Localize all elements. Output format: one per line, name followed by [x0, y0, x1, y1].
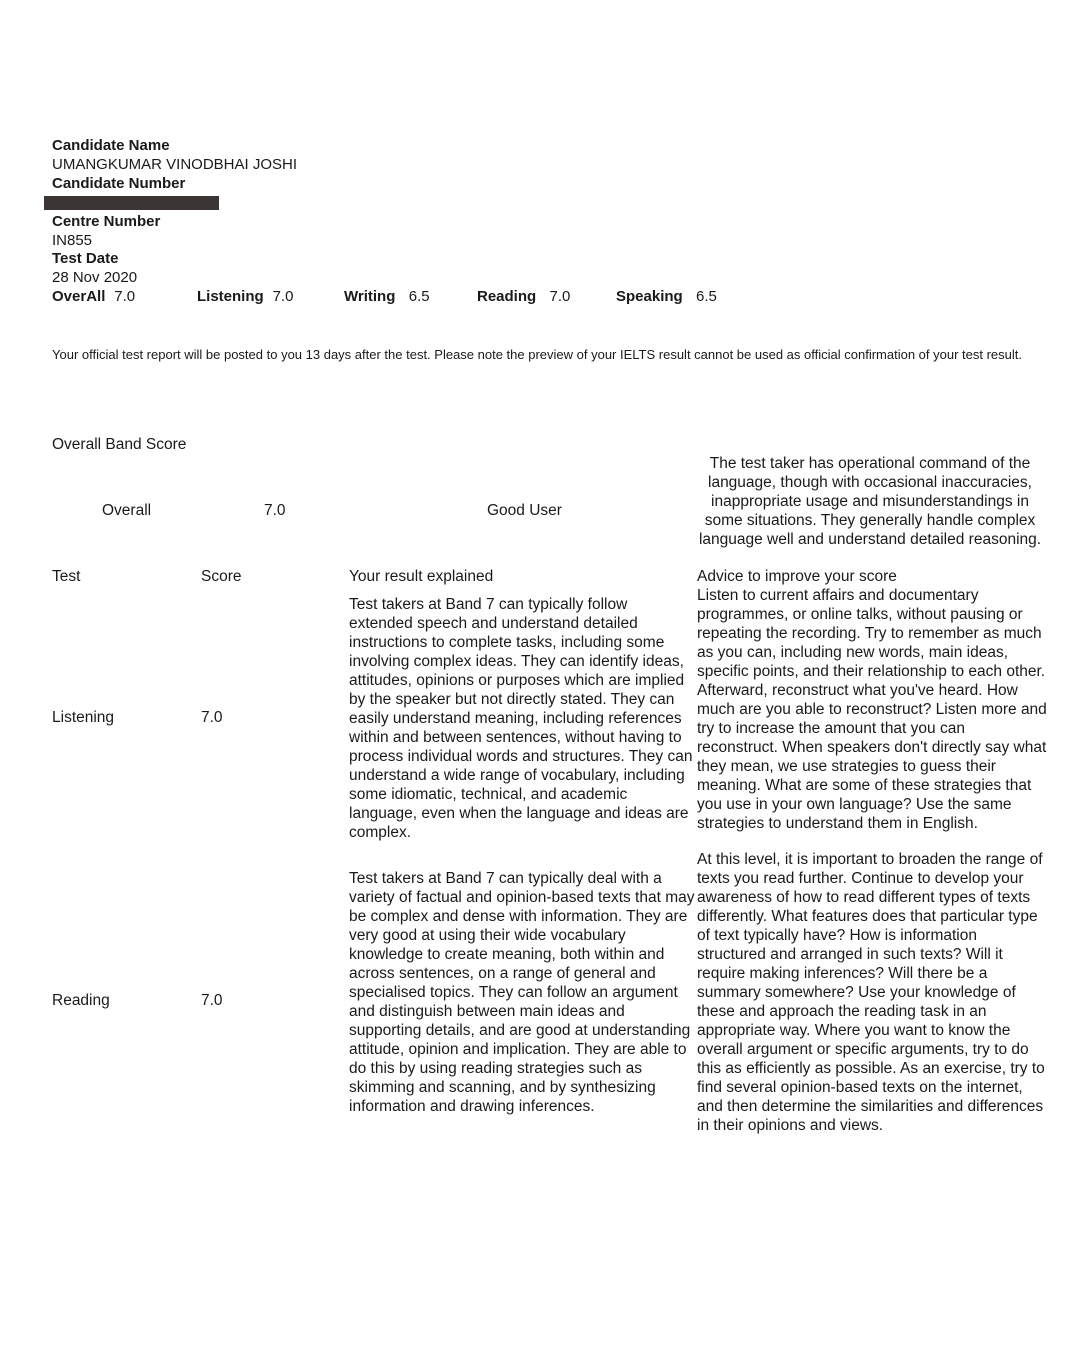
official-report-notice: Your official test report will be posted to you 13 days after the test. Please note the preview of your IELTS result cannot be used as official confirmation of your test result. [52, 347, 1022, 362]
overall-band-score: 7.0 [264, 502, 286, 519]
table-header-advice: Advice to improve your score [697, 568, 897, 585]
score-listening-value: 7.0 [272, 288, 294, 305]
score-reading-value: 7.0 [549, 288, 571, 305]
centre-number-label: Centre Number [52, 213, 161, 230]
table-header-score: Score [201, 568, 242, 585]
reading-test-name: Reading [52, 992, 110, 1009]
score-writing-value: 6.5 [408, 288, 430, 305]
score-reading [477, 288, 570, 306]
score-speaking-value: 6.5 [696, 288, 717, 305]
overall-band-heading: Overall Band Score [52, 436, 187, 453]
score-listening-label: Listening [197, 288, 264, 305]
listening-advice: Listen to current affairs and documentary programmes, or online talks, without pausing or repeating the recording. Try to remember as much as you can, including new words, main ideas, specific points, and their relationship to each other. Afterward, reconstruct what you've heard. How much are you able to reconstruct? Listen more and try to increase the amount that you can reconstruct. When speakers don't directly say what they mean, we use strategies to guess their meaning. What are some of these strategies that you use in your own language? Use the same strategies to understand them in English. [697, 587, 1047, 832]
reading-result-explained: Test takers at Band 7 can typically deal with a variety of factual and opinion-based texts that may be complex and dense with information. They are very good at using their wide vocabulary knowledge to create meaning, both within and across sentences, on a range of general and specialised topics. They can follow an argument and distinguish between main ideas and supporting details, and are good at understanding attitude, opinion and implication. They are able to do this by using reading strategies such as skimming and scanning, and by synthesizing information and drawing inferences. [349, 870, 695, 1115]
table-header-test: Test [52, 568, 81, 585]
score-overall-label: OverAll [52, 288, 106, 305]
listening-score: 7.0 [201, 709, 223, 726]
centre-number: IN855 [52, 232, 93, 249]
score-writing-label: Writing [344, 288, 396, 305]
listening-result-explained: Test takers at Band 7 can typically follow extended speech and understand detailed instructions to complete tasks, including some involving complex ideas. They can identify ideas, attitudes, opinions or purposes which are implied by the speaker but not directly stated. They can easily understand meaning, including references within and between sentences, without having to process individual words and structures. They can understand a wide range of vocabulary, including some idiomatic, technical, and academic language, even when the language and ideas are complex. [349, 596, 693, 841]
reading-advice: At this level, it is important to broaden the range of texts you read further. Continue to develop your awareness of how to read different types of texts differently. What features does that particular type of text typically have? How is information structured and arranged in such texts? Will it require making inferences? Will there be a summary somewhere? Use your knowledge of these and approach the reading task in an appropriate way. Where you want to know the overall argument or specific arguments, try to do this as efficiently as possible. As an exercise, try to find several opinion-based texts on the internet, and then determine the similarities and differences in their opinions and views. [697, 851, 1045, 1134]
candidate-name: UMANGKUMAR VINODBHAI JOSHI [52, 156, 298, 173]
test-date-label: Test Date [52, 250, 119, 267]
score-speaking-label: Speaking [616, 288, 683, 305]
candidate-number-label: Candidate Number [52, 175, 186, 192]
score-speaking [616, 288, 717, 306]
overall-band-label: Overall [102, 502, 152, 519]
score-reading-label: Reading [477, 288, 537, 305]
overall-band-description: The test taker has operational command of the language, though with occasional inaccuracies, inappropriate usage and misunderstandings in some situations. They generally handle complex language well and understand detailed reasoning. [698, 455, 1042, 548]
overall-band-user-level: Good User [487, 502, 562, 519]
listening-test-name: Listening [52, 709, 115, 726]
score-overall [52, 288, 135, 306]
score-overall-value: 7.0 [114, 288, 136, 305]
table-header-explained: Your result explained [349, 568, 494, 585]
candidate-number-redaction [44, 196, 219, 210]
test-date: 28 Nov 2020 [52, 269, 138, 286]
reading-score: 7.0 [201, 992, 223, 1009]
score-listening [197, 288, 293, 306]
candidate-name-label: Candidate Name [52, 137, 170, 154]
score-writing [344, 288, 430, 306]
